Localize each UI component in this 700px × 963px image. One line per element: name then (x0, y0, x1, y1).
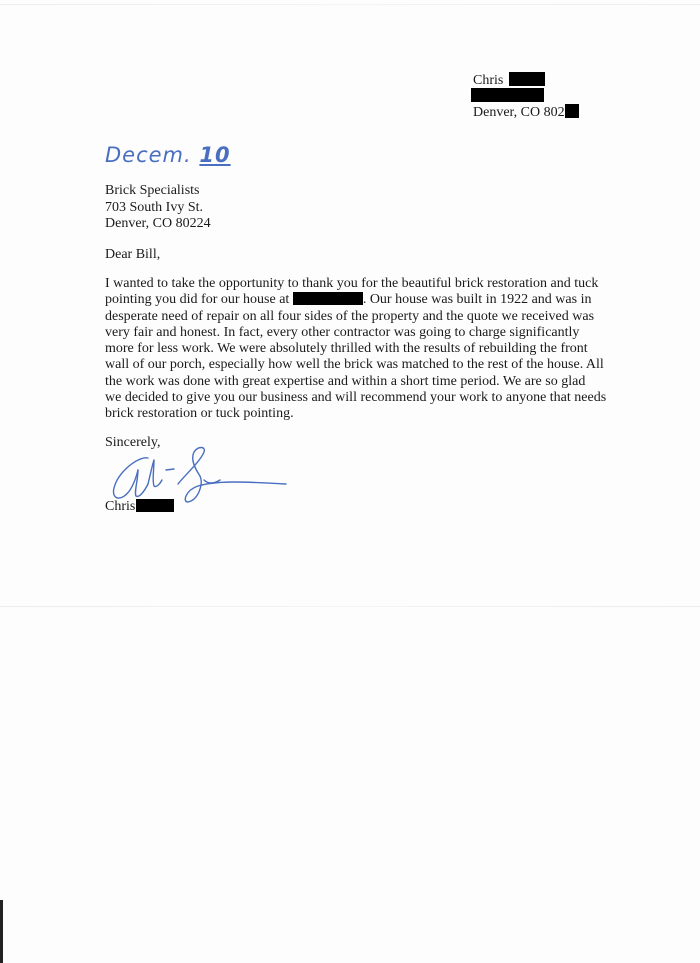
body-line-part: pointing you did for our house at (105, 292, 290, 308)
sender-name: Chris (473, 73, 504, 88)
sender-street-line (471, 88, 544, 105)
body-line-with-redaction (105, 292, 600, 308)
redacted-street (471, 88, 544, 102)
body-line: wall of our porch, especially how well the brick was matched to the rest of the house. All (105, 357, 604, 373)
scan-edge-shadow (0, 900, 3, 963)
handwritten-day: 10 (199, 143, 231, 167)
page-fold-line (0, 606, 700, 607)
body-line: more for less work. We were absolutely thrilled with the results of rebuilding the front (105, 341, 588, 357)
page-fold-line (0, 4, 700, 5)
body-line: desperate need of repair on all four sides of the property and the quote we received was (105, 308, 595, 324)
handwritten-month: Decem. (105, 143, 192, 167)
signature-name-line (105, 499, 174, 515)
body-line: the work was done with great expertise and within a short time period. We are so glad (105, 373, 586, 389)
redacted-address (293, 292, 363, 305)
signature-name: Chris (105, 499, 136, 514)
body-line: very fair and honest. In fact, every other contractor was going to charge significantly (105, 324, 580, 340)
redacted-zip (565, 104, 579, 118)
letter-body (105, 276, 607, 423)
sender-name-line (473, 72, 545, 89)
sender-city: Denver, CO 802 (473, 105, 565, 120)
recipient-street: 703 South Ivy St. (105, 200, 204, 215)
recipient-city: Denver, CO 80224 (105, 216, 211, 231)
body-line: we decided to give you our business and will recommend your work to anyone that needs (105, 390, 607, 406)
redacted-surname (509, 72, 545, 86)
redacted-signature-surname (136, 499, 174, 512)
body-line: I wanted to take the opportunity to thank you for the beautiful brick restoration and tuck (105, 276, 599, 291)
sender-city-line (473, 104, 579, 121)
body-line-part: . Our house was built in 1922 and was in (362, 292, 592, 308)
salutation: Dear Bill, (105, 247, 161, 262)
handwritten-date (105, 143, 231, 167)
body-line: brick restoration or tuck pointing. (105, 406, 294, 422)
closing: Sincerely, (105, 435, 161, 450)
recipient-company: Brick Specialists (105, 183, 200, 198)
